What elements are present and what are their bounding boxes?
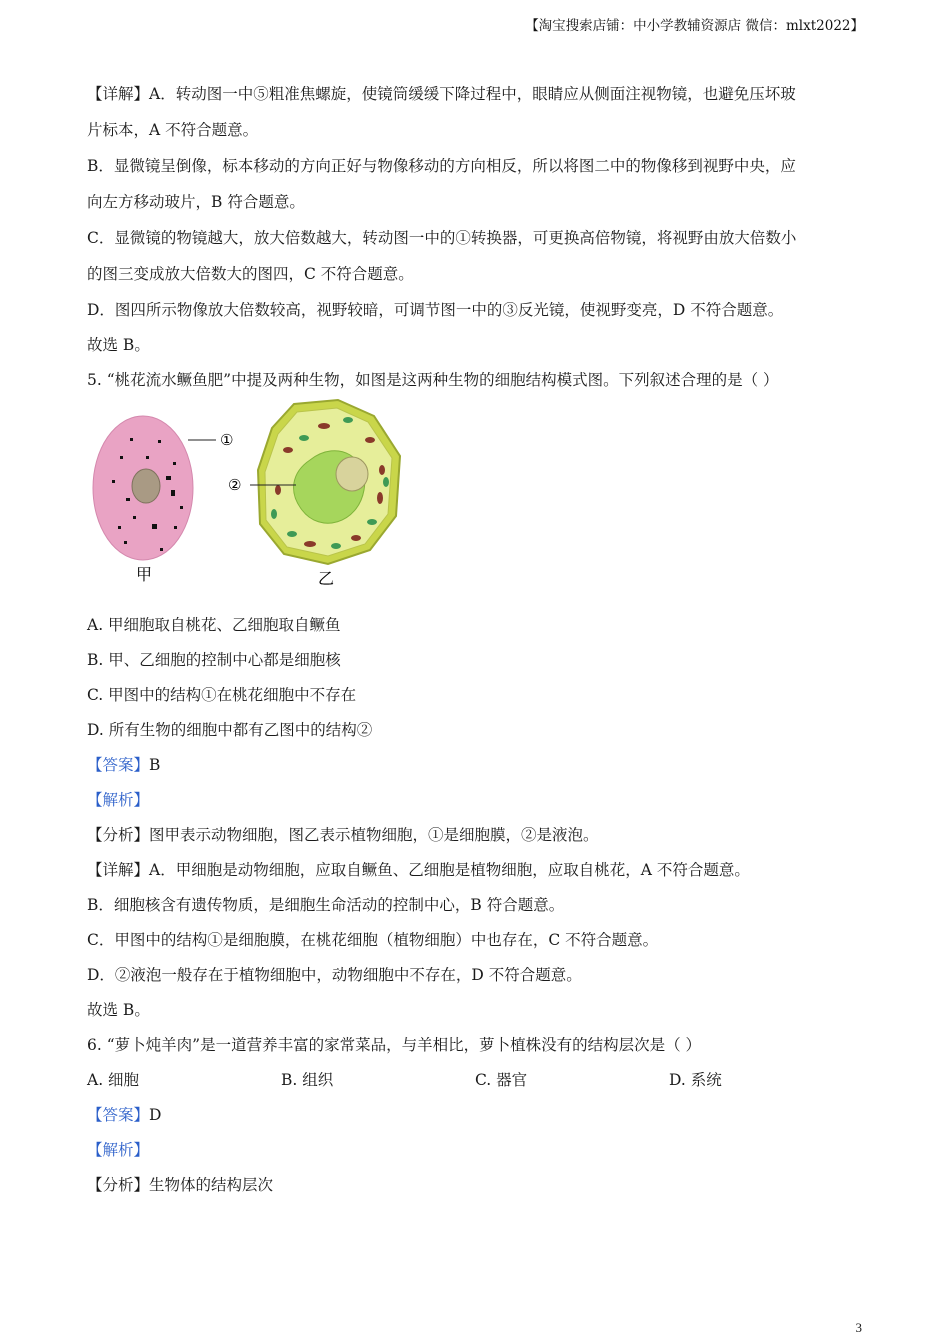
q5-option-d: D. 所有生物的细胞中都有乙图中的结构② — [87, 721, 373, 739]
q5-detail-b: B．细胞核含有遗传物质，是细胞生命活动的控制中心，B 符合题意。 — [87, 896, 565, 914]
q5-option-c: C. 甲图中的结构①在桃花细胞中不存在 — [87, 686, 357, 704]
q6-analysis-tag: 【解析】 — [87, 1141, 150, 1159]
q5-analysis: 【分析】图甲表示动物细胞，图乙表示植物细胞，①是细胞膜，②是液泡。 — [87, 826, 599, 844]
q5-detail-c: C．甲图中的结构①是细胞膜，在桃花细胞（植物细胞）中也存在，C 不符合题意。 — [87, 931, 659, 949]
q5-analysis-tag: 【解析】 — [87, 791, 150, 809]
q6-option-b: B. 组织 — [281, 1071, 334, 1089]
q6-answer — [87, 1103, 161, 1125]
q5-answer-tag: 【答案】 — [87, 756, 150, 774]
animal-cell-nucleus — [132, 469, 160, 503]
label-yi: 乙 — [318, 569, 335, 588]
q5-answer — [87, 753, 160, 775]
q4-detail-d-line: D．图四所示物像放大倍数较高，视野较暗，可调节图一中的③反光镜，使视野变亮，D 不符合题意。 — [87, 301, 784, 319]
q4-detail-a-line1: 【详解】A．转动图一中⑤粗准焦螺旋，使镜筒缓缓下降过程中，眼睛应从侧面注视物镜，也避免压坏玻 — [87, 85, 796, 103]
q4-detail-b-line1: B．显微镜呈倒像，标本移动的方向正好与物像移动的方向相反，所以将图二中的物像移到视野中央，应 — [87, 157, 796, 175]
q6-answer-tag: 【答案】 — [87, 1106, 150, 1124]
q4-detail-b-line2: 向左方移动玻片，B 符合题意。 — [87, 193, 305, 211]
plant-cell-nucleus — [336, 457, 368, 491]
cell-diagram-svg — [88, 398, 418, 594]
q6-analysis: 【分析】生物体的结构层次 — [87, 1176, 274, 1194]
q4-detail-a-line2: 片标本，A 不符合题意。 — [87, 121, 259, 139]
marker-2: ② — [228, 476, 242, 494]
q5-option-b: B. 甲、乙细胞的控制中心都是细胞核 — [87, 651, 341, 669]
q6-answer-value: D — [149, 1106, 162, 1124]
label-jia: 甲 — [136, 565, 153, 584]
q5-option-a: A. 甲细胞取自桃花、乙细胞取自鳜鱼 — [87, 616, 341, 634]
cell-structure-figure — [88, 398, 418, 594]
q5-conclusion: 故选 B。 — [87, 1001, 150, 1019]
page-header: 【淘宝搜索店铺：中小学教辅资源店 微信：mlxt2022】 — [525, 18, 864, 34]
q5-detail-a: 【详解】A．甲细胞是动物细胞，应取自鳜鱼、乙细胞是植物细胞，应取自桃花，A 不符合题意。 — [87, 861, 750, 879]
q6-stem: 6. “萝卜炖羊肉”是一道营养丰富的家常菜品，与羊相比，萝卜植株没有的结构层次是（ ） — [87, 1036, 701, 1054]
page-number: 3 — [855, 1320, 862, 1335]
q6-option-d: D. 系统 — [669, 1071, 722, 1089]
q5-answer-value: B — [149, 756, 161, 774]
q4-conclusion: 故选 B。 — [87, 336, 150, 354]
q4-detail-c-line1: C．显微镜的物镜越大，放大倍数越大，转动图一中的①转换器，可更换高倍物镜，将视野由放大倍数小 — [87, 229, 797, 247]
q4-detail-c-line2: 的图三变成放大倍数大的图四，C 不符合题意。 — [87, 265, 414, 283]
q6-option-a: A. 细胞 — [87, 1071, 140, 1089]
q5-stem: 5. “桃花流水鳜鱼肥”中提及两种生物，如图是这两种生物的细胞结构模式图。下列叙述合理的是（ ） — [87, 371, 779, 389]
q6-option-c: C. 器官 — [475, 1071, 528, 1089]
marker-1: ① — [220, 431, 234, 449]
q5-detail-d: D．②液泡一般存在于植物细胞中，动物细胞中不存在，D 不符合题意。 — [87, 966, 582, 984]
